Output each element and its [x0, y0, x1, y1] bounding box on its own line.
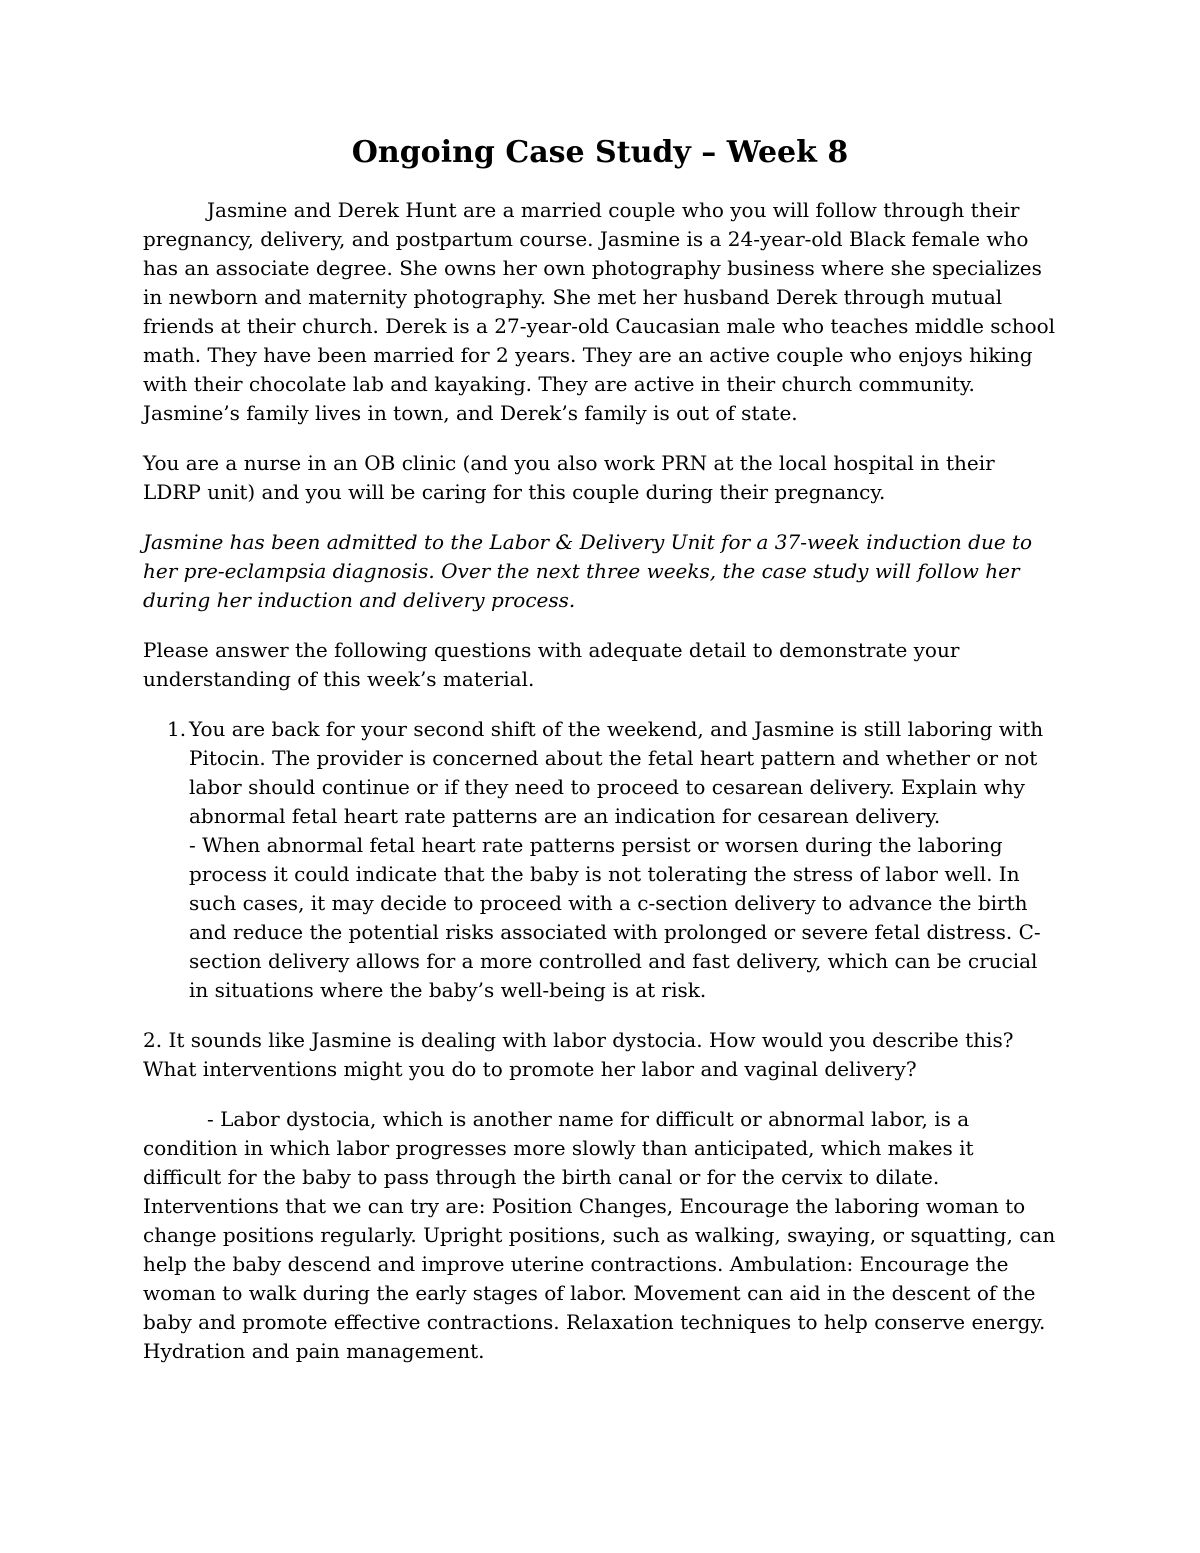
question-1-text: You are back for your second shift of the weekend, and Jasmine is still laboring with Pitocin. The provider is concerned about the fetal heart pattern and whether or not labor should continue or if they need to proceed to cesarean delivery. Explain why abnormal fetal heart rate patterns are an indication for cesarean delivery.: [189, 717, 1044, 828]
question-1-item: [143, 715, 1057, 1005]
question-2-answer: - Labor dystocia, which is another name for difficult or abnormal labor, is a condition in which labor progresses more slowly than anticipated, which makes it difficult for the baby to pass through the birth canal or for the cervix to dilate. Interventions that we can try are: Position Changes, Encourage the laboring woman to change positions regularly. Upright positions, such as walking, swaying, or squatting, can help the baby descend and improve uterine contractions. Ambulation: Encourage the woman to walk during the early stages of labor. Movement can aid in the descent of the baby and promote effective contractions. Relaxation techniques to help conserve energy. Hydration and pain management.: [143, 1107, 1056, 1363]
question-1-number: 1.: [167, 717, 187, 741]
admission-note-paragraph: Jasmine has been admitted to the Labor & Delivery Unit for a 37-week induction due to her pre-eclampsia diagnosis. Over the next three weeks, the case study will follow her during her induction and delivery process.: [143, 530, 1033, 612]
question-1-body: [189, 715, 1057, 1005]
instructions-paragraph: Please answer the following questions with adequate detail to demonstrate your understanding of this week’s material.: [143, 638, 960, 691]
nurse-role-paragraph: You are a nurse in an OB clinic (and you also work PRN at the local hospital in their LDRP unit) and you will be caring for this couple during their pregnancy.: [143, 451, 995, 504]
intro-paragraph: Jasmine and Derek Hunt are a married couple who you will follow through their pregnancy, delivery, and postpartum course. Jasmine is a 24-year-old Black female who has an associate degree. She owns her own photography business where she specializes in newborn and maternity photography. She met her husband Derek through mutual friends at their church. Derek is a 27-year-old Caucasian male who teaches middle school math. They have been married for 2 years. They are an active couple who enjoys hiking with their chocolate lab and kayaking. They are active in their church community. Jasmine’s family lives in town, and Derek’s family is out of state.: [143, 198, 1056, 425]
question-1-answer: - When abnormal fetal heart rate patterns persist or worsen during the laboring process it could indicate that the baby is not tolerating the stress of labor well. In such cases, it may decide to proceed with a c-section delivery to advance the birth and reduce the potential risks associated with prolonged or severe fetal distress. C-section delivery allows for a more controlled and fast delivery, which can be crucial in situations where the baby’s well-being is at risk.: [189, 833, 1041, 1002]
question-2-text: 2. It sounds like Jasmine is dealing with labor dystocia. How would you describe this? What interventions might you do to promote her labor and vaginal delivery?: [143, 1028, 1014, 1081]
document-title: Ongoing Case Study – Week 8: [351, 135, 849, 170]
